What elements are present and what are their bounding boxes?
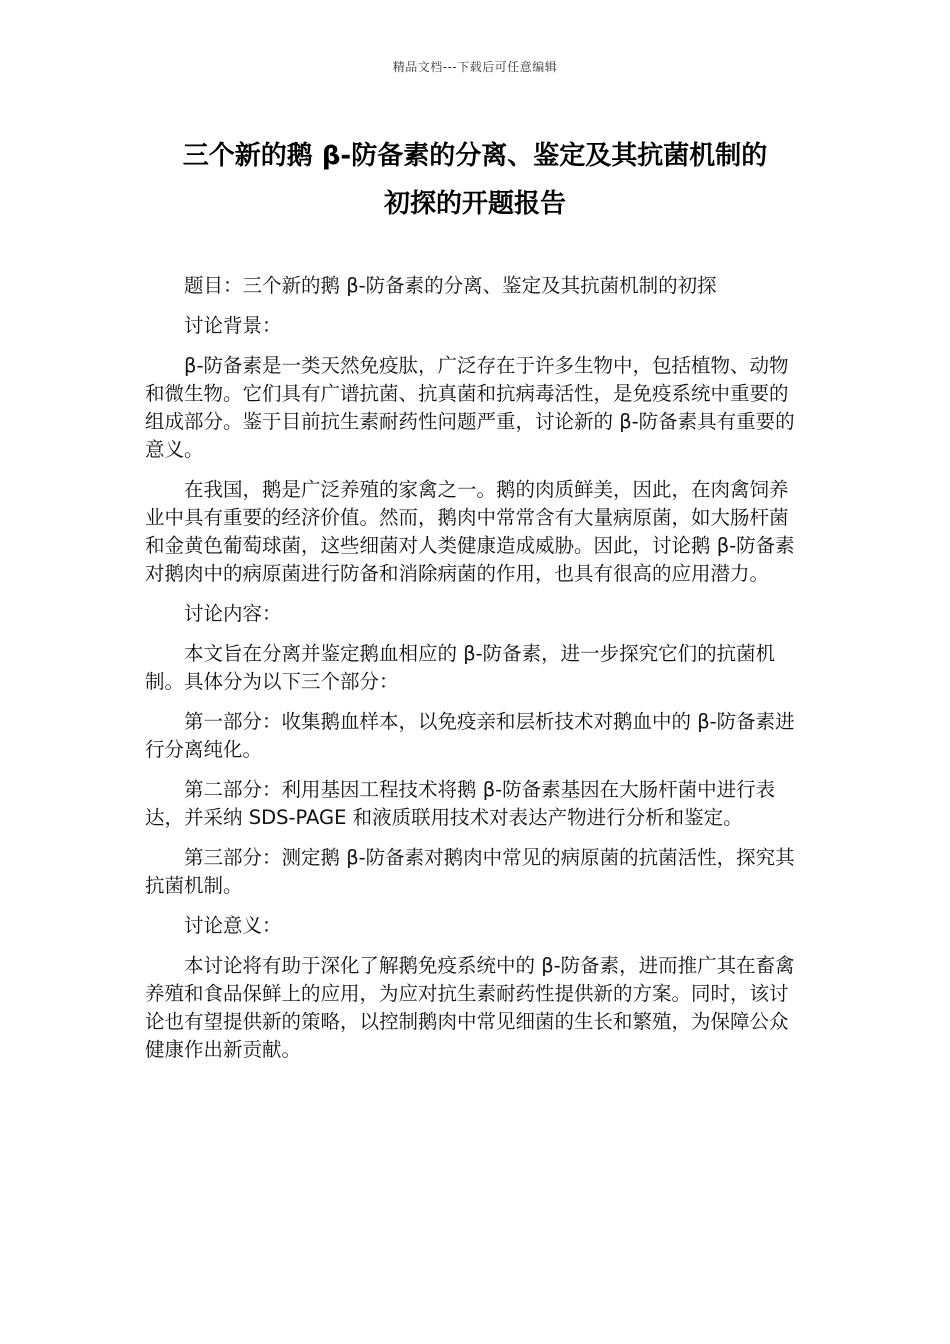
document-body xyxy=(145,272,800,1076)
background-paragraph-2: 在我国，鹅是广泛养殖的家禽之一。鹅的肉质鲜美，因此，在肉禽饲养业中具有重要的经济价值。然而，鹅肉中常常含有大量病原菌，如大肠杆菌和金黄色葡萄球菌，这些细菌对人类健康造成威胁。因此，讨论鹅 β-防备素对鹅肉中的病原菌进行防备和消除病菌的作用，也具有很高的应用潜力。 xyxy=(145,478,795,585)
content-intro-paragraph: 本文旨在分离并鉴定鹅血相应的 β-防备素，进一步探究它们的抗菌机制。具体分为以下三个部分： xyxy=(145,642,776,693)
part-2-paragraph: 第二部分：利用基因工程技术将鹅 β-防备素基因在大肠杆菌中进行表达，并采纳 SDS-PAGE 和液质联用技术对表达产物进行分析和鉴定。 xyxy=(145,778,776,829)
topic-paragraph: 题目：三个新的鹅 β-防备素的分离、鉴定及其抗菌机制的初探 xyxy=(184,274,717,297)
background-paragraph-1: β-防备素是一类天然免疫肽，广泛存在于许多生物中，包括植物、动物和微生物。它们具有广谱抗菌、抗真菌和抗病毒活性，是免疫系统中重要的组成部分。鉴于目前抗生素耐药性问题严重，讨论新的 β-防备素具有重要的意义。 xyxy=(145,354,795,461)
significance-heading: 讨论意义： xyxy=(184,914,282,937)
title-line-2: 初探的开题报告 xyxy=(383,189,566,219)
part-3-paragraph: 第三部分：测定鹅 β-防备素对鹅肉中常见的病原菌的抗菌活性，探究其抗菌机制。 xyxy=(145,846,795,897)
content-heading: 讨论内容： xyxy=(184,602,282,625)
title-line-1: 三个新的鹅 β-防备素的分离、鉴定及其抗菌机制的 xyxy=(182,141,768,171)
page-header-note: 精品文档---下载后可任意编辑 xyxy=(392,60,558,74)
background-heading: 讨论背景： xyxy=(184,314,282,337)
document-title xyxy=(140,132,810,228)
significance-paragraph: 本讨论将有助于深化了解鹅免疫系统中的 β-防备素，进而推广其在畜禽养殖和食品保鲜上的应用，为应对抗生素耐药性提供新的方案。同时，该讨论也有望提供新的策略，以控制鹅肉中常见细菌的生长和繁殖，为保障公众健康作出新贡献。 xyxy=(145,954,795,1061)
part-1-paragraph: 第一部分：收集鹅血样本，以免疫亲和层析技术对鹅血中的 β-防备素进行分离纯化。 xyxy=(145,710,795,761)
